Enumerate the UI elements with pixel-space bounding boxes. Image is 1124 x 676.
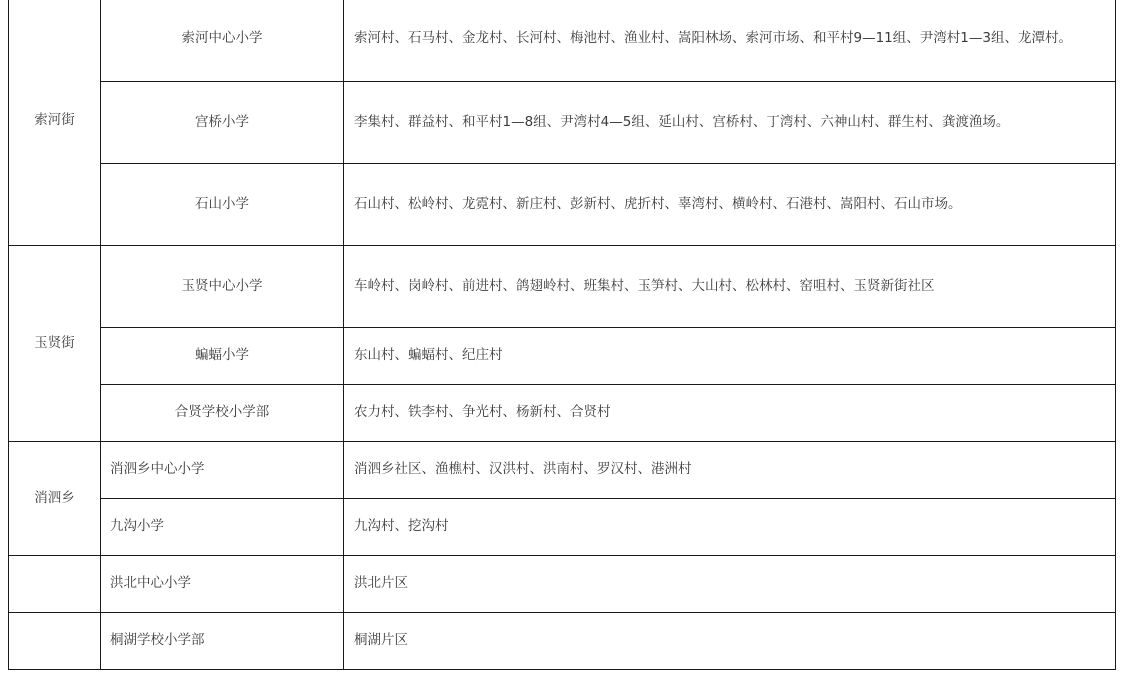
district-cell [9,555,101,612]
district-cell [9,612,101,669]
school-cell: 洪北中心小学 [101,555,344,612]
area-cell: 洪北片区 [344,555,1116,612]
area-cell: 消泗乡社区、渔樵村、汉洪村、洪南村、罗汉村、港洲村 [344,441,1116,498]
school-cell: 玉贤中心小学 [101,245,344,327]
area-cell: 东山村、蝙蝠村、纪庄村 [344,327,1116,384]
area-cell: 农力村、铁李村、争光村、杨新村、合贤村 [344,384,1116,441]
school-cell: 合贤学校小学部 [101,384,344,441]
area-cell: 索河村、石马村、金龙村、长河村、梅池村、渔业村、嵩阳林场、索河市场、和平村9—11组、尹湾村1—3组、龙潭村。 [344,0,1116,81]
table-row [9,441,1116,498]
area-cell: 石山村、松岭村、龙霓村、新庄村、彭新村、虎折村、辜湾村、横岭村、石港村、嵩阳村、石山市场。 [344,163,1116,245]
school-cell: 消泗乡中心小学 [101,441,344,498]
district-cell: 消泗乡 [9,441,101,555]
table-row [9,384,1116,441]
area-cell: 李集村、群益村、和平村1—8组、尹湾村4—5组、延山村、宫桥村、丁湾村、六神山村、群生村、龚渡渔场。 [344,81,1116,163]
table-row [9,498,1116,555]
area-cell: 桐湖片区 [344,612,1116,669]
school-cell: 九沟小学 [101,498,344,555]
district-cell: 玉贤街 [9,245,101,441]
table-row [9,555,1116,612]
area-cell: 车岭村、岗岭村、前进村、鸽翅岭村、班集村、玉笋村、大山村、松林村、窑咀村、玉贤新街社区 [344,245,1116,327]
area-cell: 九沟村、挖沟村 [344,498,1116,555]
district-cell: 索河街 [9,0,101,245]
school-cell: 石山小学 [101,163,344,245]
table-row [9,81,1116,163]
school-cell: 桐湖学校小学部 [101,612,344,669]
table-row [9,612,1116,669]
table-row [9,245,1116,327]
document-table-container [8,0,1116,669]
school-cell: 蝙蝠小学 [101,327,344,384]
table-row [9,163,1116,245]
school-district-table [8,0,1116,670]
school-cell: 宫桥小学 [101,81,344,163]
table-row [9,327,1116,384]
school-cell: 索河中心小学 [101,0,344,81]
table-row [9,0,1116,81]
